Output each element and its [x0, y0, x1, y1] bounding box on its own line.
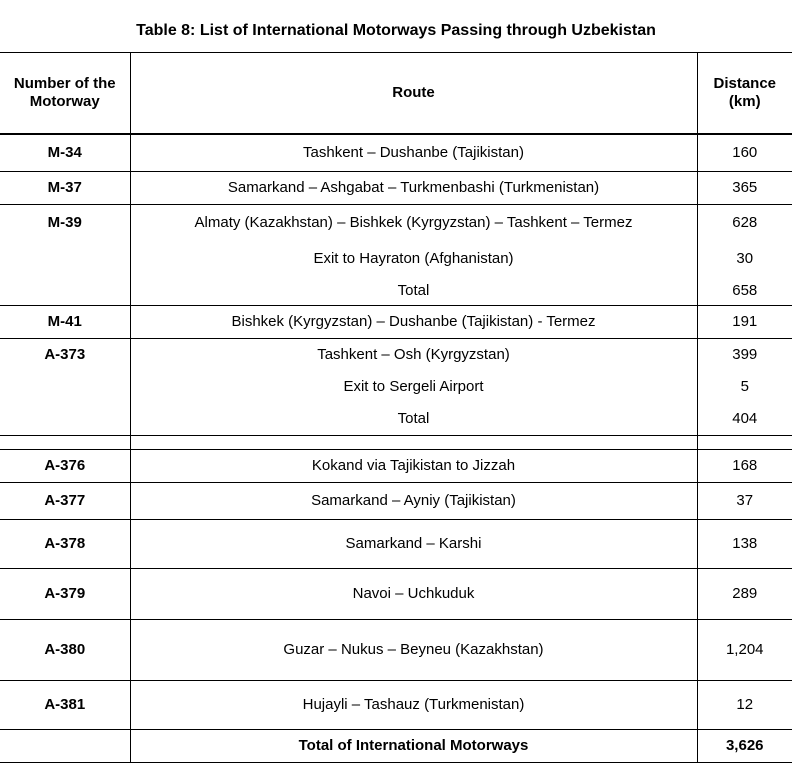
motorway-number: A-373 [0, 339, 130, 436]
motorway-number: A-376 [0, 450, 130, 483]
table-row [0, 681, 792, 730]
table-row [0, 172, 792, 205]
motorway-number: A-377 [0, 483, 130, 520]
distance-cell: 191 [697, 306, 792, 339]
route-cell: Samarkand – Karshi [130, 520, 697, 569]
table-row [0, 306, 792, 339]
distance-cell: 1,204 [697, 620, 792, 681]
route-cell: Tashkent – Dushanbe (Tajikistan) [130, 134, 697, 172]
distance-cell: 37 [697, 483, 792, 520]
distance-cell: 12 [697, 681, 792, 730]
route-cell: Navoi – Uchkuduk [130, 569, 697, 620]
table-row [0, 339, 792, 436]
grand-total-value: 3,626 [697, 730, 792, 763]
route-subtotal-label: Total [397, 282, 430, 299]
route-line: Exit to Hayraton (Afghanistan) [313, 250, 514, 267]
route-cell [130, 339, 697, 436]
distance-cell: 289 [697, 569, 792, 620]
route-line: Exit to Sergeli Airport [343, 378, 484, 395]
route-cell: Guzar – Nukus – Beyneu (Kazakhstan) [130, 620, 697, 681]
motorways-table [0, 52, 792, 763]
table-row [0, 450, 792, 483]
header-route: Route [130, 53, 697, 135]
distance-cell: 138 [697, 520, 792, 569]
grand-total-row [0, 730, 792, 763]
motorway-number: M-41 [0, 306, 130, 339]
route-line: Almaty (Kazakhstan) – Bishkek (Kyrgyzstan) – Tashkent – Termez [194, 214, 633, 231]
motorway-number: M-39 [0, 205, 130, 306]
route-cell [130, 205, 697, 306]
route-subtotal-label: Total [397, 410, 430, 427]
table-row [0, 134, 792, 172]
route-cell: Kokand via Tajikistan to Jizzah [130, 450, 697, 483]
grand-total-label: Total of International Motorways [130, 730, 697, 763]
table-header-row [0, 53, 792, 135]
motorway-number: A-380 [0, 620, 130, 681]
distance-cell: 399 5 404 [697, 339, 792, 436]
route-cell: Hujayli – Tashauz (Turkmenistan) [130, 681, 697, 730]
distance-cell: 168 [697, 450, 792, 483]
route-line: Tashkent – Osh (Kyrgyzstan) [317, 346, 510, 363]
distance-cell: 160 [697, 134, 792, 172]
motorway-number: M-37 [0, 172, 130, 205]
total-empty-cell [0, 730, 130, 763]
table-row [0, 483, 792, 520]
route-cell: Samarkand – Ashgabat – Turkmenbashi (Turkmenistan) [130, 172, 697, 205]
motorway-number: A-378 [0, 520, 130, 569]
table-row [0, 520, 792, 569]
motorway-number: A-381 [0, 681, 130, 730]
route-cell: Samarkand – Ayniy (Tajikistan) [130, 483, 697, 520]
route-cell: Bishkek (Kyrgyzstan) – Dushanbe (Tajikistan) - Termez [130, 306, 697, 339]
motorway-number: A-379 [0, 569, 130, 620]
distance-cell: 628 30 658 [697, 205, 792, 306]
motorway-number: M-34 [0, 134, 130, 172]
distance-cell: 365 [697, 172, 792, 205]
table-row [0, 620, 792, 681]
header-distance: Distance (km) [697, 53, 792, 135]
table-row [0, 205, 792, 306]
table-row [0, 569, 792, 620]
table-spacer-row [0, 436, 792, 450]
header-number: Number of the Motorway [0, 53, 130, 135]
table-title: Table 8: List of International Motorways Passing through Uzbekistan [136, 22, 656, 39]
